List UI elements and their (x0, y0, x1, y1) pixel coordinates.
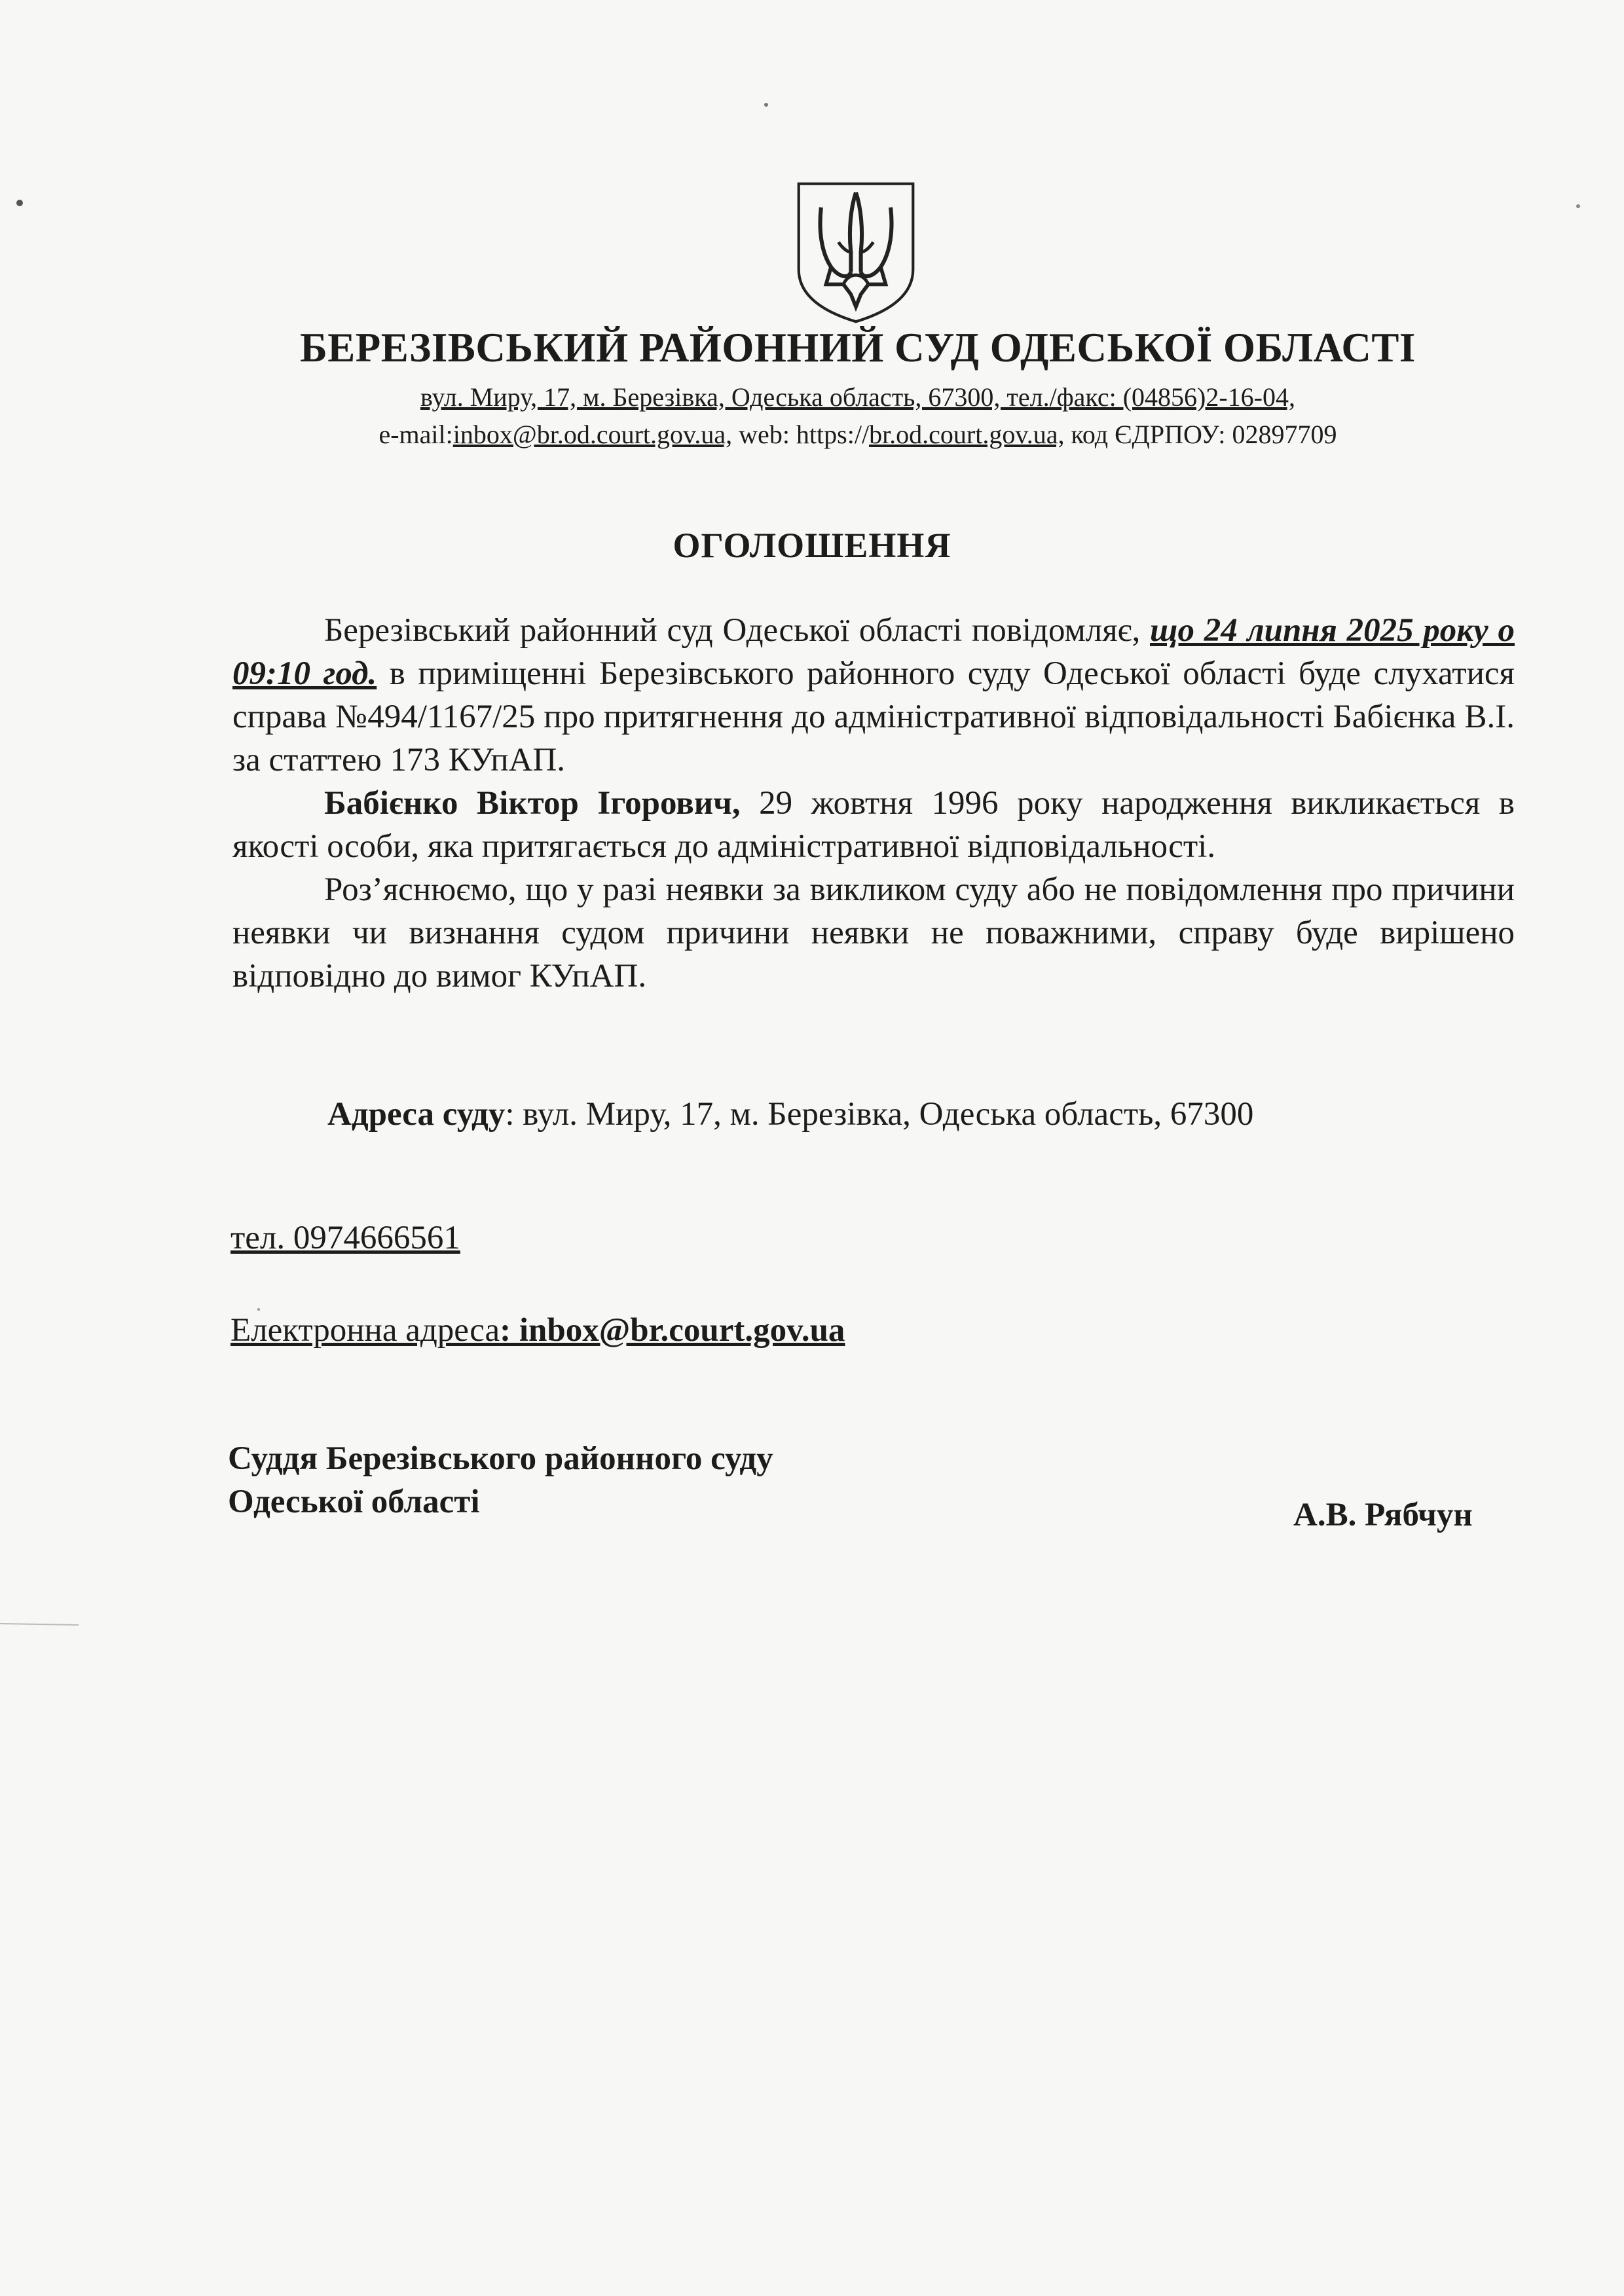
signer-line-2: Одеської області (228, 1484, 480, 1520)
document-title: ОГОЛОШЕННЯ (673, 526, 951, 565)
edrpou-code: код ЄДРПОУ: 02897709 (1071, 420, 1337, 449)
hearing-date: що 24 липня 2025 року о 09:10 год. (232, 612, 1515, 692)
court-name: БЕРЕЗІВСЬКИЙ РАЙОННИЙ СУД ОДЕСЬКОЇ ОБЛАСТІ (300, 325, 1416, 371)
court-address-phone: вул. Миру, 17, м. Березівка, Одеська область, 67300, тел./факс: (04856)2-16-04, (420, 382, 1295, 412)
signer-line-1: Суддя Березівського районного суду (228, 1440, 773, 1477)
address-value: : вул. Миру, 17, м. Березівка, Одеська область, 67300 (505, 1096, 1254, 1133)
paragraph-person (232, 782, 1515, 868)
court-web-link[interactable]: br.od.court.gov.ua, (869, 420, 1065, 449)
judge-name: А.В. Рябчун (1293, 1497, 1473, 1533)
email-prefix: e-mail: (378, 420, 453, 449)
court-address (327, 1095, 1253, 1133)
court-address-line (216, 382, 1500, 412)
paragraph-hearing (232, 609, 1515, 782)
paragraph-explanation: Роз’яснюємо, що у разі неявки за викликом суду або не повідомлення про причини неявки чи визнання судом причини неявки не поважними, справу буде вирішено відповідно до вимог КУпАП. (232, 871, 1515, 994)
p2-rest: 29 жовтня 1996 року народження викликається в якості особи, яка притягається до адміністративної відповідальності. (232, 785, 1515, 865)
person-name: Бабієнко Віктор Ігорович, (324, 785, 741, 822)
email-value[interactable]: : inbox@br.court.gov.ua (500, 1312, 845, 1349)
address-label: Адреса суду (327, 1096, 506, 1133)
court-email-link[interactable]: inbox@br.od.court.gov.ua, (452, 420, 733, 449)
court-phone: тел. 0974666561 (231, 1220, 460, 1256)
court-email-line (231, 1311, 845, 1349)
email-label: Електронна адреса (231, 1312, 500, 1349)
p1-rest: в приміщенні Березівського районного суду Одеської області буде слухатися справа №494/1167/25 про притягнення до адміністративної відповідальності Бабієнка В.І. за статтею 173 КУпАП. (232, 655, 1515, 778)
web-prefix: web: https:// (739, 420, 870, 449)
announcement-body (232, 609, 1515, 998)
p1-start: Березівський районний суд Одеської області повідомляє, (324, 612, 1151, 649)
court-contacts-line (216, 419, 1500, 450)
coat-of-arms-icon (794, 180, 918, 325)
signer-title (228, 1437, 773, 1523)
